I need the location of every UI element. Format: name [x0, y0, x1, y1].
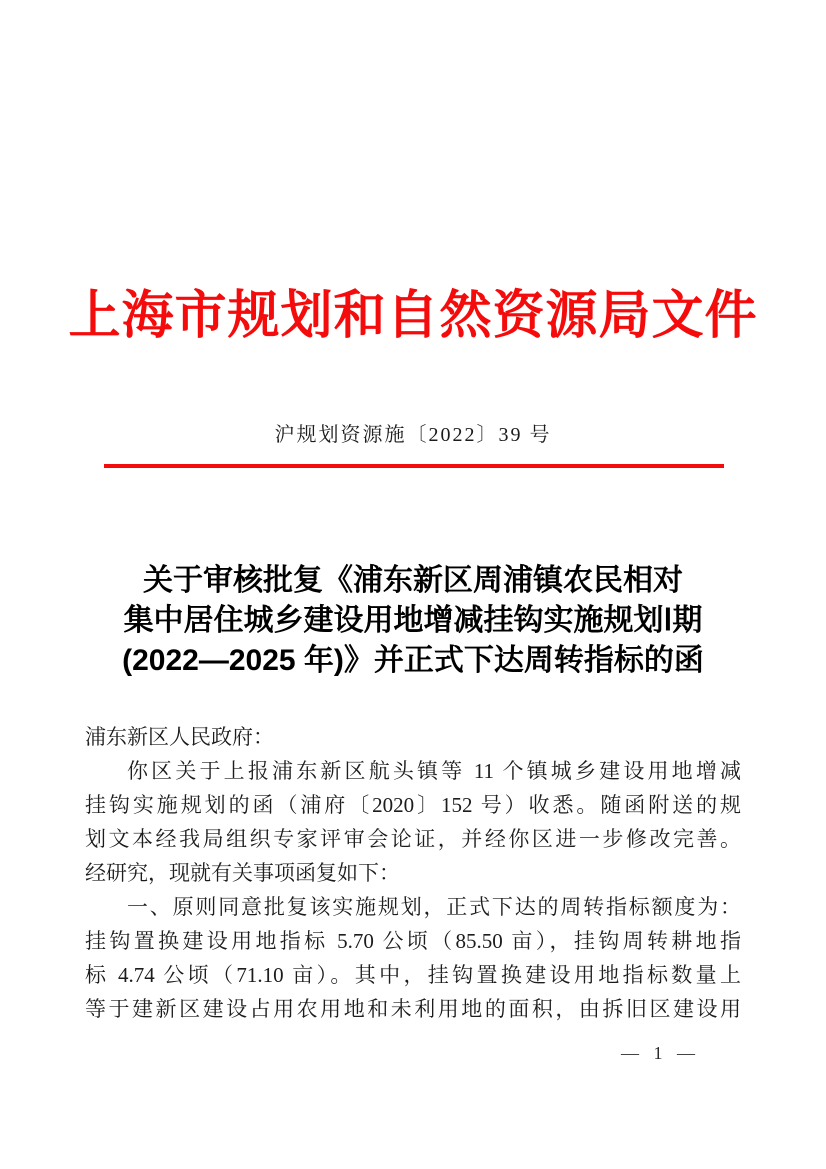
body-line: 挂钩实施规划的函（浦府〔2020〕152 号）收悉。随函附送的规	[85, 793, 741, 817]
body-line: 划文本经我局组织专家评审会论证，并经你区进一步修改完善。	[85, 827, 741, 851]
body-line: 标 4.74 公顷（71.10 亩）。其中，挂钩置换建设用地指标数量上	[85, 963, 741, 987]
body-line: 等于建新区建设占用农用地和未利用地的面积，由拆旧区建设用	[85, 997, 741, 1021]
page-number: — 1 —	[621, 1043, 700, 1063]
title-line: 集中居住城乡建设用地增减挂钩实施规划Ⅰ期	[123, 604, 703, 637]
masthead-title: 上海市规划和自然资源局文件	[68, 287, 758, 345]
doc-number: 沪规划资源施〔2022〕39 号	[274, 424, 552, 446]
red-divider-line	[104, 464, 724, 468]
body-line: 一、原则同意批复该实施规划，正式下达的周转指标额度为：	[127, 895, 741, 919]
body-line: 你区关于上报浦东新区航头镇等 11 个镇城乡建设用地增减	[127, 759, 741, 783]
body-line: 经研究，现就有关事项函复如下：	[85, 861, 400, 885]
document-body	[85, 720, 741, 1026]
body-line: 挂钩置换建设用地指标 5.70 公顷（85.50 亩），挂钩周转耕地指	[85, 929, 741, 953]
title-line: 关于审核批复《浦东新区周浦镇农民相对	[143, 564, 683, 597]
body-line-salutation: 浦东新区人民政府：	[85, 725, 274, 749]
title-line: (2022—2025 年)》并正式下达周转指标的函	[122, 644, 704, 677]
document-title	[0, 561, 826, 681]
